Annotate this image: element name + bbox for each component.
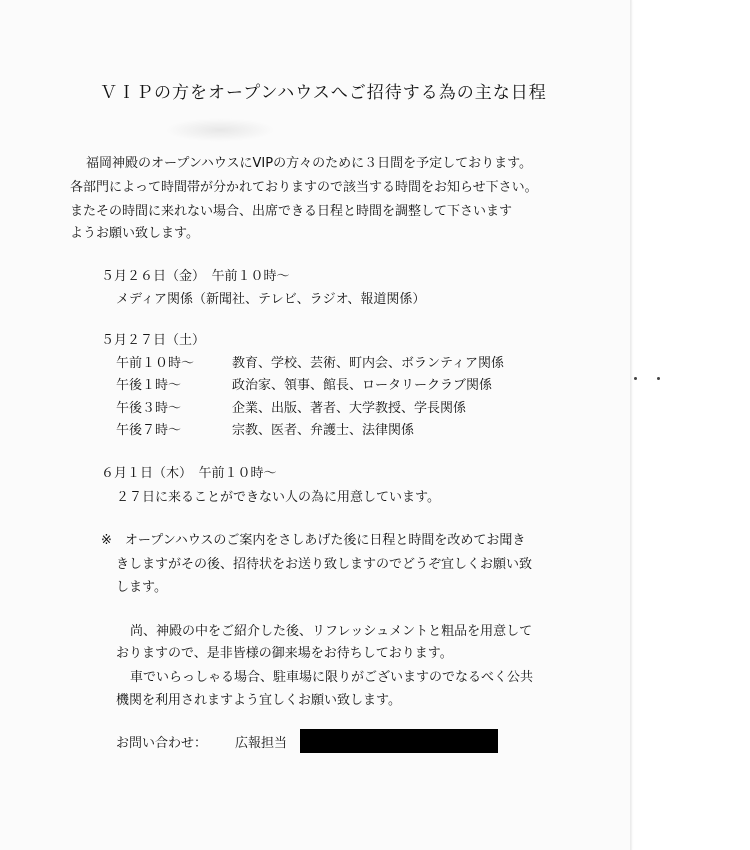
document-title: ＶＩＰの方をオープンハウスへご招待する為の主な日程 [100, 83, 547, 103]
paper-edge [630, 0, 632, 850]
para2-line-1: 尚、神殿の中をご紹介した後、リフレッシュメントと粗品を用意して [130, 624, 533, 639]
note-line-3: します。 [116, 580, 167, 595]
day2-slot-desc: 宗教、医者、弁護士、法律関係 [232, 423, 415, 438]
day3-desc: ２７日に来ることができない人の為に用意しています。 [116, 490, 440, 505]
note-line-2: きしますがその後、招待状をお送り致しますのでどうぞ宜しくお願い致 [116, 557, 533, 572]
scan-speck [657, 377, 660, 380]
intro-line-3: またその時間に来れない場合、出席できる日程と時間を調整して下さいます [70, 204, 513, 219]
para3-line-1: 車でいらっしゃる場合、駐車場に限りがございますのでなるべく公共 [130, 670, 534, 685]
day2-slot-desc: 教育、学校、芸術、町内会、ボランティア関係 [232, 356, 504, 371]
contact-label: お問い合わせ： [116, 736, 208, 751]
day1-date: ５月２６日（金） 午前１０時～ [101, 269, 290, 284]
day2-slot-time: 午前１０時～ [116, 356, 195, 371]
para3-line-2: 機関を利用されますよう宜しくお願い致します。 [116, 693, 401, 708]
day1-desc: メディア関係（新聞社、テレビ、ラジオ、報道関係） [116, 292, 426, 307]
redaction-bar [300, 729, 498, 753]
scan-smudge [165, 118, 275, 142]
day2-slot-time: 午後７時～ [116, 423, 182, 438]
day3-date: ６月１日（木） 午前１０時～ [101, 466, 277, 481]
intro-line-4: ようお願い致します。 [70, 226, 199, 241]
day2-slot-desc: 企業、出版、著者、大学教授、学長関係 [232, 401, 467, 416]
day2-slot-time: 午後１時～ [116, 378, 182, 393]
scan-speck [634, 377, 637, 380]
intro-line-2: 各部門によって時間帯が分かれておりますので該当する時間をお知らせ下さい。 [70, 180, 538, 195]
intro-line-1: 福岡神殿のオープンハウスにVIPの方々のために３日間を予定しております。 [86, 156, 533, 171]
day2-slot-desc: 政治家、領事、館長、ロータリークラブ関係 [232, 378, 493, 393]
note-line-1: ※ オープンハウスのご案内をさしあげた後に日程と時間を改めてお聞き [101, 533, 526, 548]
para2-line-2: おりますので、是非皆様の御来場をお待ちしております。 [116, 646, 453, 661]
day2-slot-time: 午後３時～ [116, 401, 182, 416]
contact-dept: 広報担当 [235, 736, 288, 751]
day2-date: ５月２７日（土） [101, 333, 206, 348]
